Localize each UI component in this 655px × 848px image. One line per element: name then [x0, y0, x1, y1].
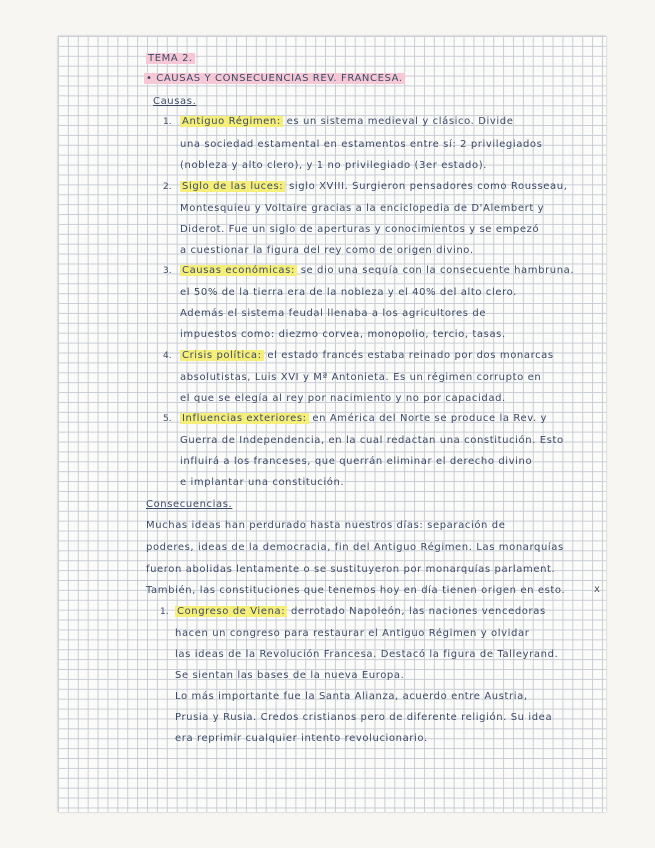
consecuencias-intro-line-3: fueron abolidas lentamente o se sustituyeron por monarquías parlament.: [146, 564, 556, 575]
causa-5-line-1: [180, 413, 547, 424]
causa-3-line-2: el 50% de la tierra era de la nobleza y el 40% del alto clero.: [180, 287, 517, 298]
topic-label: [146, 53, 195, 64]
causa-5-number: 5.: [163, 414, 172, 424]
causa-4-text: el estado francés estaba reinado por dos monarcas: [267, 350, 554, 361]
page-title: [144, 73, 405, 84]
causa-3-text: se dio una sequía con la consecuente hambruna.: [300, 265, 575, 276]
consecuencia-1-line-3: las ideas de la Revolución Francesa. Destacó la figura de Talleyrand.: [175, 649, 559, 660]
causa-5-term: Influencias exteriores:: [182, 413, 307, 424]
causa-3-term: Causas económicas:: [182, 265, 295, 276]
causa-5-line-4: e implantar una constitución.: [180, 477, 345, 488]
causa-2-line-1: [180, 181, 568, 192]
causa-1-line-3: (nobleza y alto clero), y 1 no privilegiado (3er estado).: [180, 160, 488, 171]
section-causas-label: Causas.: [153, 96, 197, 107]
consecuencia-1-line-5: Lo más importante fue la Santa Alianza, acuerdo entre Austria,: [175, 691, 528, 702]
causa-4-term: Crisis política:: [182, 350, 262, 361]
consecuencia-1-line-1: [175, 606, 546, 617]
consecuencia-1-line-6: Prusia y Rusia. Credos cristianos pero de diferente religión. Su idea: [175, 712, 553, 723]
causa-1-term: Antiguo Régimen:: [182, 116, 281, 127]
causa-2-line-4: a cuestionar la figura del rey como de origen divino.: [180, 245, 474, 256]
section-consecuencias-label: Consecuencias.: [146, 499, 233, 510]
causa-1-text: es un sistema medieval y clásico. Divide: [286, 116, 514, 127]
causa-5-line-2: Guerra de Independencia, en la cual redactan una constitución. Esto: [180, 435, 564, 446]
consecuencia-1-line-4: Se sientan las bases de la nueva Europa.: [175, 670, 405, 681]
margin-mark: x: [594, 584, 600, 595]
causa-5-text: en América del Norte se produce la Rev. y: [312, 413, 548, 424]
causa-5-line-3: influirá a los franceses, que querrán eliminar el derecho divino: [180, 456, 533, 467]
causa-3-line-4: impuestos como: diezmo corvea, monopolio, tercio, tasas.: [180, 329, 506, 340]
causa-3-line-3: Además el sistema feudal llenaba a los agricultores de: [180, 308, 487, 319]
causa-4-line-1: [180, 350, 554, 361]
causa-1-line-2: una sociedad estamental en estamentos entre sí: 2 privilegiados: [180, 139, 543, 150]
causa-1-line-1: [180, 116, 513, 127]
causa-1-number: 1.: [163, 117, 172, 127]
consecuencia-1-text: derrotado Napoleón, las naciones vencedoras: [290, 606, 546, 617]
causa-3-line-1: [180, 265, 574, 276]
consecuencia-1-line-7: era reprimir cualquier intento revolucionario.: [175, 733, 428, 744]
causa-2-line-2: Montesquieu y Voltaire gracias a la enciclopedia de D'Alembert y: [180, 203, 545, 214]
causa-2-term: Siglo de las luces:: [182, 181, 284, 192]
topic-label-text: TEMA 2.: [148, 53, 193, 64]
causa-4-line-3: el que se elegía al rey por nacimiento y no por capacidad.: [180, 393, 506, 404]
causa-2-line-3: Diderot. Fue un siglo de aperturas y conocimientos y se empezó: [180, 224, 540, 235]
page-title-text: • CAUSAS Y CONSECUENCIAS REV. FRANCESA.: [146, 73, 403, 84]
consecuencias-intro-line-1: Muchas ideas han perdurado hasta nuestros días: separación de: [146, 520, 506, 531]
causa-2-text: siglo XVIII. Surgieron pensadores como Rousseau,: [289, 181, 568, 192]
consecuencias-intro-line-4: También, las constituciones que tenemos hoy en día tienen origen en esto.: [146, 585, 566, 596]
consecuencia-1-term: Congreso de Viena:: [177, 606, 286, 617]
consecuencias-intro-line-2: poderes, ideas de la democracia, fin del Antiguo Régimen. Las monarquías: [146, 542, 564, 553]
causa-2-number: 2.: [163, 182, 172, 192]
consecuencia-1-number: 1.: [160, 607, 169, 617]
consecuencia-1-line-2: hacen un congreso para restaurar el Antiguo Régimen y olvidar: [175, 628, 530, 639]
causa-4-number: 4.: [163, 351, 172, 361]
causa-4-line-2: absolutistas, Luis XVI y Mª Antonieta. Es un régimen corrupto en: [180, 372, 542, 383]
causa-3-number: 3.: [163, 266, 172, 276]
